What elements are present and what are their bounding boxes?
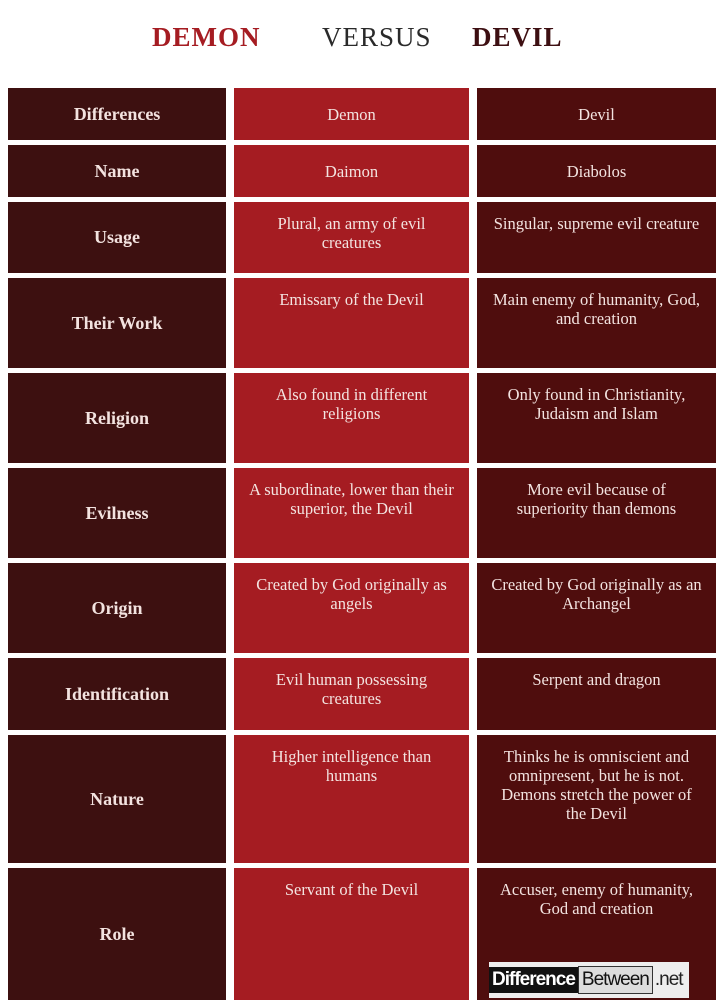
devil-cell: Diabolos: [477, 145, 716, 197]
demon-cell: Evil human possessing creatures: [234, 658, 469, 730]
demon-cell: Servant of the Devil: [234, 868, 469, 1000]
page-title: [0, 22, 720, 52]
devil-cell: Created by God originally as an Archangel: [477, 563, 716, 653]
row-label: Identification: [8, 658, 226, 730]
logo-part3: .net: [654, 969, 683, 990]
row-label: Role: [8, 868, 226, 1000]
row-label: Usage: [8, 202, 226, 273]
title-demon: DEMON: [152, 22, 261, 52]
devil-cell: Only found in Christianity, Judaism and Islam: [477, 373, 716, 463]
header-devil: Devil: [477, 88, 716, 140]
differencebetween-logo: [489, 962, 689, 998]
row-label: Name: [8, 145, 226, 197]
devil-cell: Accuser, enemy of humanity, God and creation: [477, 868, 716, 1000]
demon-cell: Plural, an army of evil creatures: [234, 202, 469, 273]
devil-cell: Thinks he is omniscient and omnipresent, but he is not. Demons stretch the power of the Devil: [477, 735, 716, 863]
devil-cell: Main enemy of humanity, God, and creation: [477, 278, 716, 368]
header-differences: Differences: [8, 88, 226, 140]
row-label: Religion: [8, 373, 226, 463]
title-devil: DEVIL: [472, 22, 563, 52]
demon-cell: Created by God originally as angels: [234, 563, 469, 653]
table-row: [0, 145, 720, 197]
table-row: [0, 735, 720, 863]
table-header-row: [0, 88, 720, 140]
demon-cell: Emissary of the Devil: [234, 278, 469, 368]
row-label: Origin: [8, 563, 226, 653]
devil-cell: Serpent and dragon: [477, 658, 716, 730]
title-versus: VERSUS: [322, 22, 432, 52]
row-label: Their Work: [8, 278, 226, 368]
table-row: [0, 468, 720, 558]
demon-cell: Also found in different religions: [234, 373, 469, 463]
devil-cell: Singular, supreme evil creature: [477, 202, 716, 273]
logo-part2: Between: [578, 966, 653, 994]
demon-cell: A subordinate, lower than their superior, the Devil: [234, 468, 469, 558]
devil-cell: More evil because of superiority than demons: [477, 468, 716, 558]
header-demon: Demon: [234, 88, 469, 140]
table-row: [0, 563, 720, 653]
demon-cell: Daimon: [234, 145, 469, 197]
logo-part1: Difference: [489, 967, 578, 993]
table-row: [0, 202, 720, 273]
row-label: Evilness: [8, 468, 226, 558]
row-label: Nature: [8, 735, 226, 863]
demon-cell: Higher intelligence than humans: [234, 735, 469, 863]
table-row: [0, 278, 720, 368]
table-row: [0, 658, 720, 730]
table-row: [0, 373, 720, 463]
